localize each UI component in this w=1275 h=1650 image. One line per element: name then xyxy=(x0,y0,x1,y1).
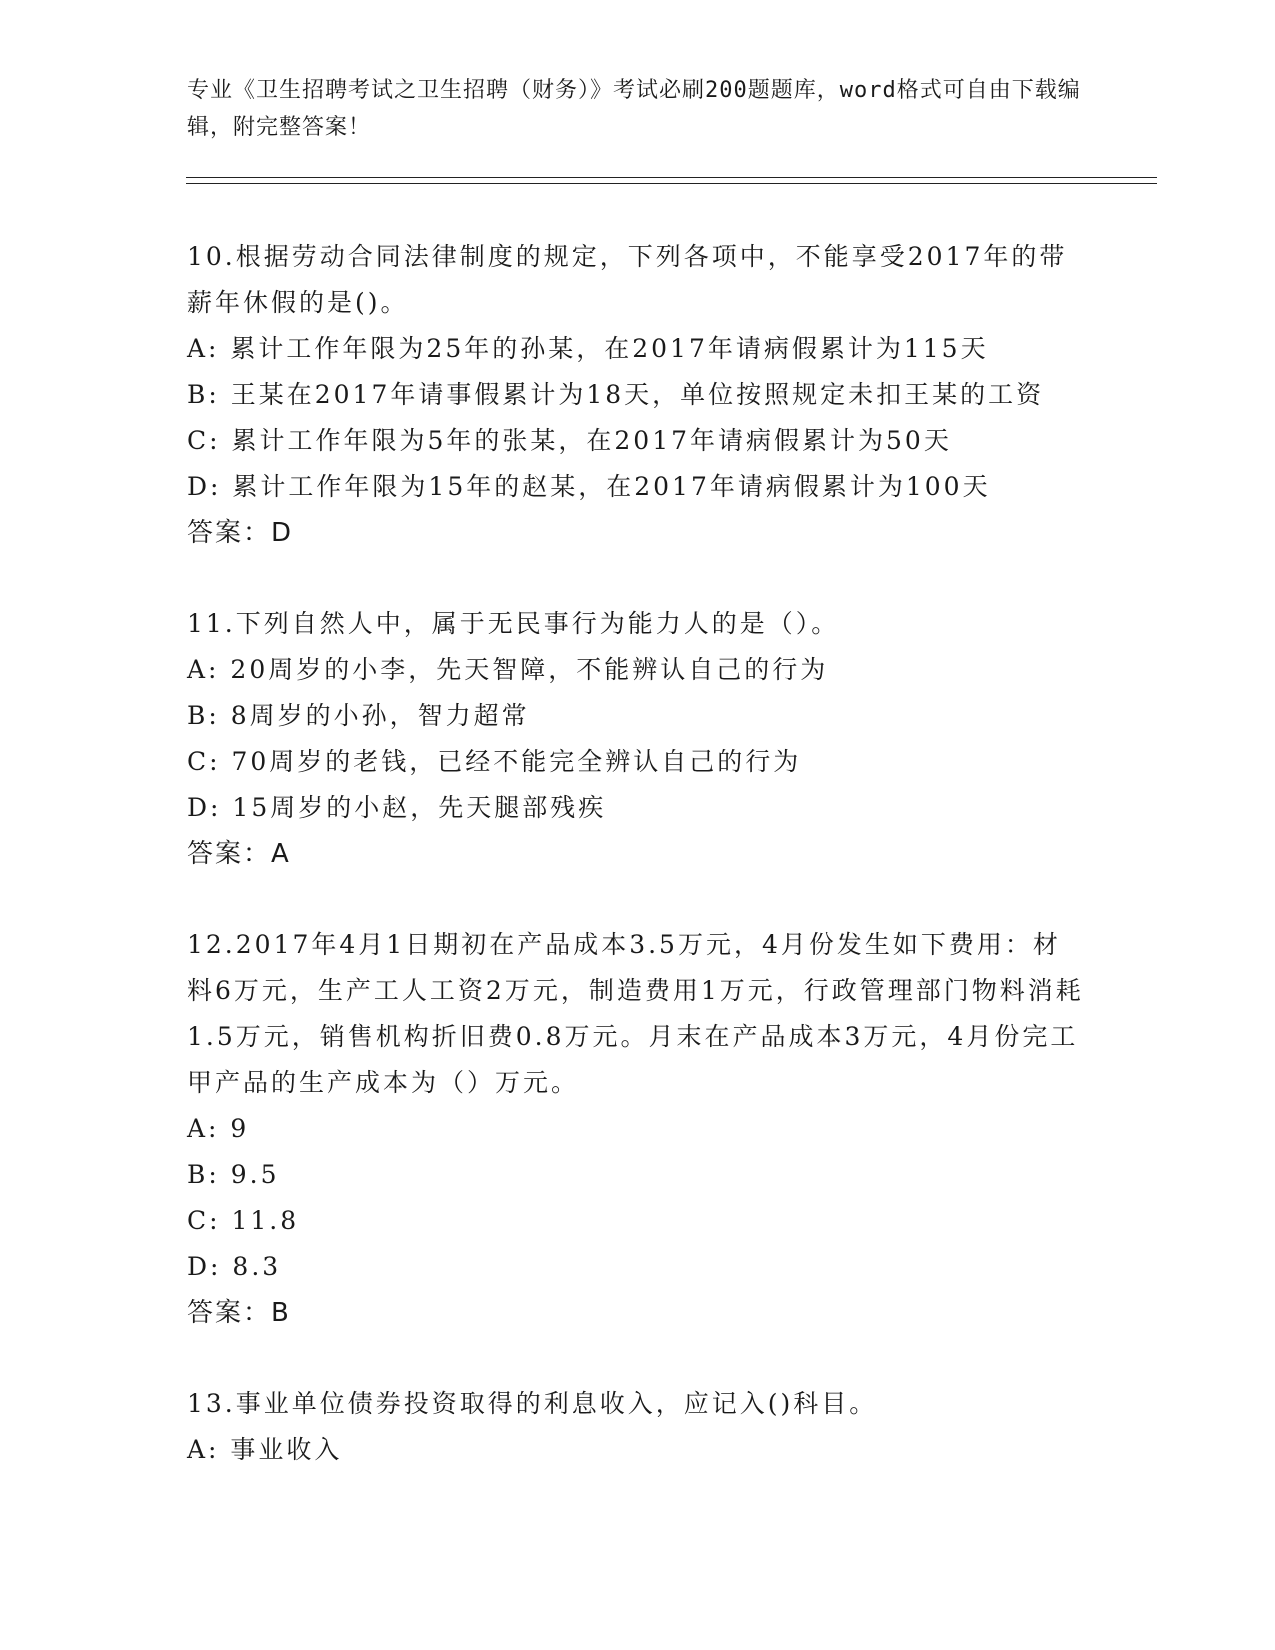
question-list xyxy=(187,234,1087,1518)
answer: 答案：A xyxy=(187,839,291,869)
question-stem: 10.根据劳动合同法律制度的规定，下列各项中，不能享受2017年的带薪年休假的是()。 xyxy=(187,242,1068,317)
option-c: C: 11.8 xyxy=(187,1206,300,1235)
question-stem: 13.事业单位债券投资取得的利息收入，应记入()科目。 xyxy=(187,1389,878,1418)
document-header: 专业《卫生招聘考试之卫生招聘（财务）》考试必刷200题题库，word格式可自由下载编辑，附完整答案！ xyxy=(187,78,1081,140)
option-b: B: 9.5 xyxy=(187,1160,280,1189)
option-c: C: 累计工作年限为5年的张某，在2017年请病假累计为50天 xyxy=(187,426,952,455)
question-13 xyxy=(187,1381,1087,1473)
header-divider-bottom xyxy=(186,183,1157,184)
answer: 答案：B xyxy=(187,1298,291,1328)
option-b: B: 王某在2017年请事假累计为18天，单位按照规定未扣王某的工资 xyxy=(187,380,1045,409)
option-a: A: 累计工作年限为25年的孙某，在2017年请病假累计为115天 xyxy=(187,334,989,363)
question-stem: 12.2017年4月1日期初在产品成本3.5万元，4月份发生如下费用：材料6万元，生产工人工资2万元，制造费用1万元，行政管理部门物料消耗1.5万元，销售机构折旧费0.8万元。月末在产品成本3万元，4月份完工甲产品的生产成本为（）万元。 xyxy=(187,930,1084,1097)
answer: 答案：D xyxy=(187,518,294,548)
header-divider-top xyxy=(186,177,1157,178)
option-a: A: 20周岁的小李，先天智障，不能辨认自己的行为 xyxy=(187,655,829,684)
option-a: A: 事业收入 xyxy=(187,1435,343,1464)
question-11 xyxy=(187,601,1087,877)
question-10 xyxy=(187,234,1087,556)
option-d: D: 8.3 xyxy=(187,1252,282,1281)
option-d: D: 15周岁的小赵，先天腿部残疾 xyxy=(187,793,607,822)
question-stem: 11.下列自然人中，属于无民事行为能力人的是（）。 xyxy=(187,609,840,638)
option-b: B: 8周岁的小孙，智力超常 xyxy=(187,701,530,730)
option-c: C: 70周岁的老钱，已经不能完全辨认自己的行为 xyxy=(187,747,802,776)
option-d: D: 累计工作年限为15年的赵某，在2017年请病假累计为100天 xyxy=(187,472,991,501)
option-a: A: 9 xyxy=(187,1114,250,1143)
question-12 xyxy=(187,922,1087,1336)
